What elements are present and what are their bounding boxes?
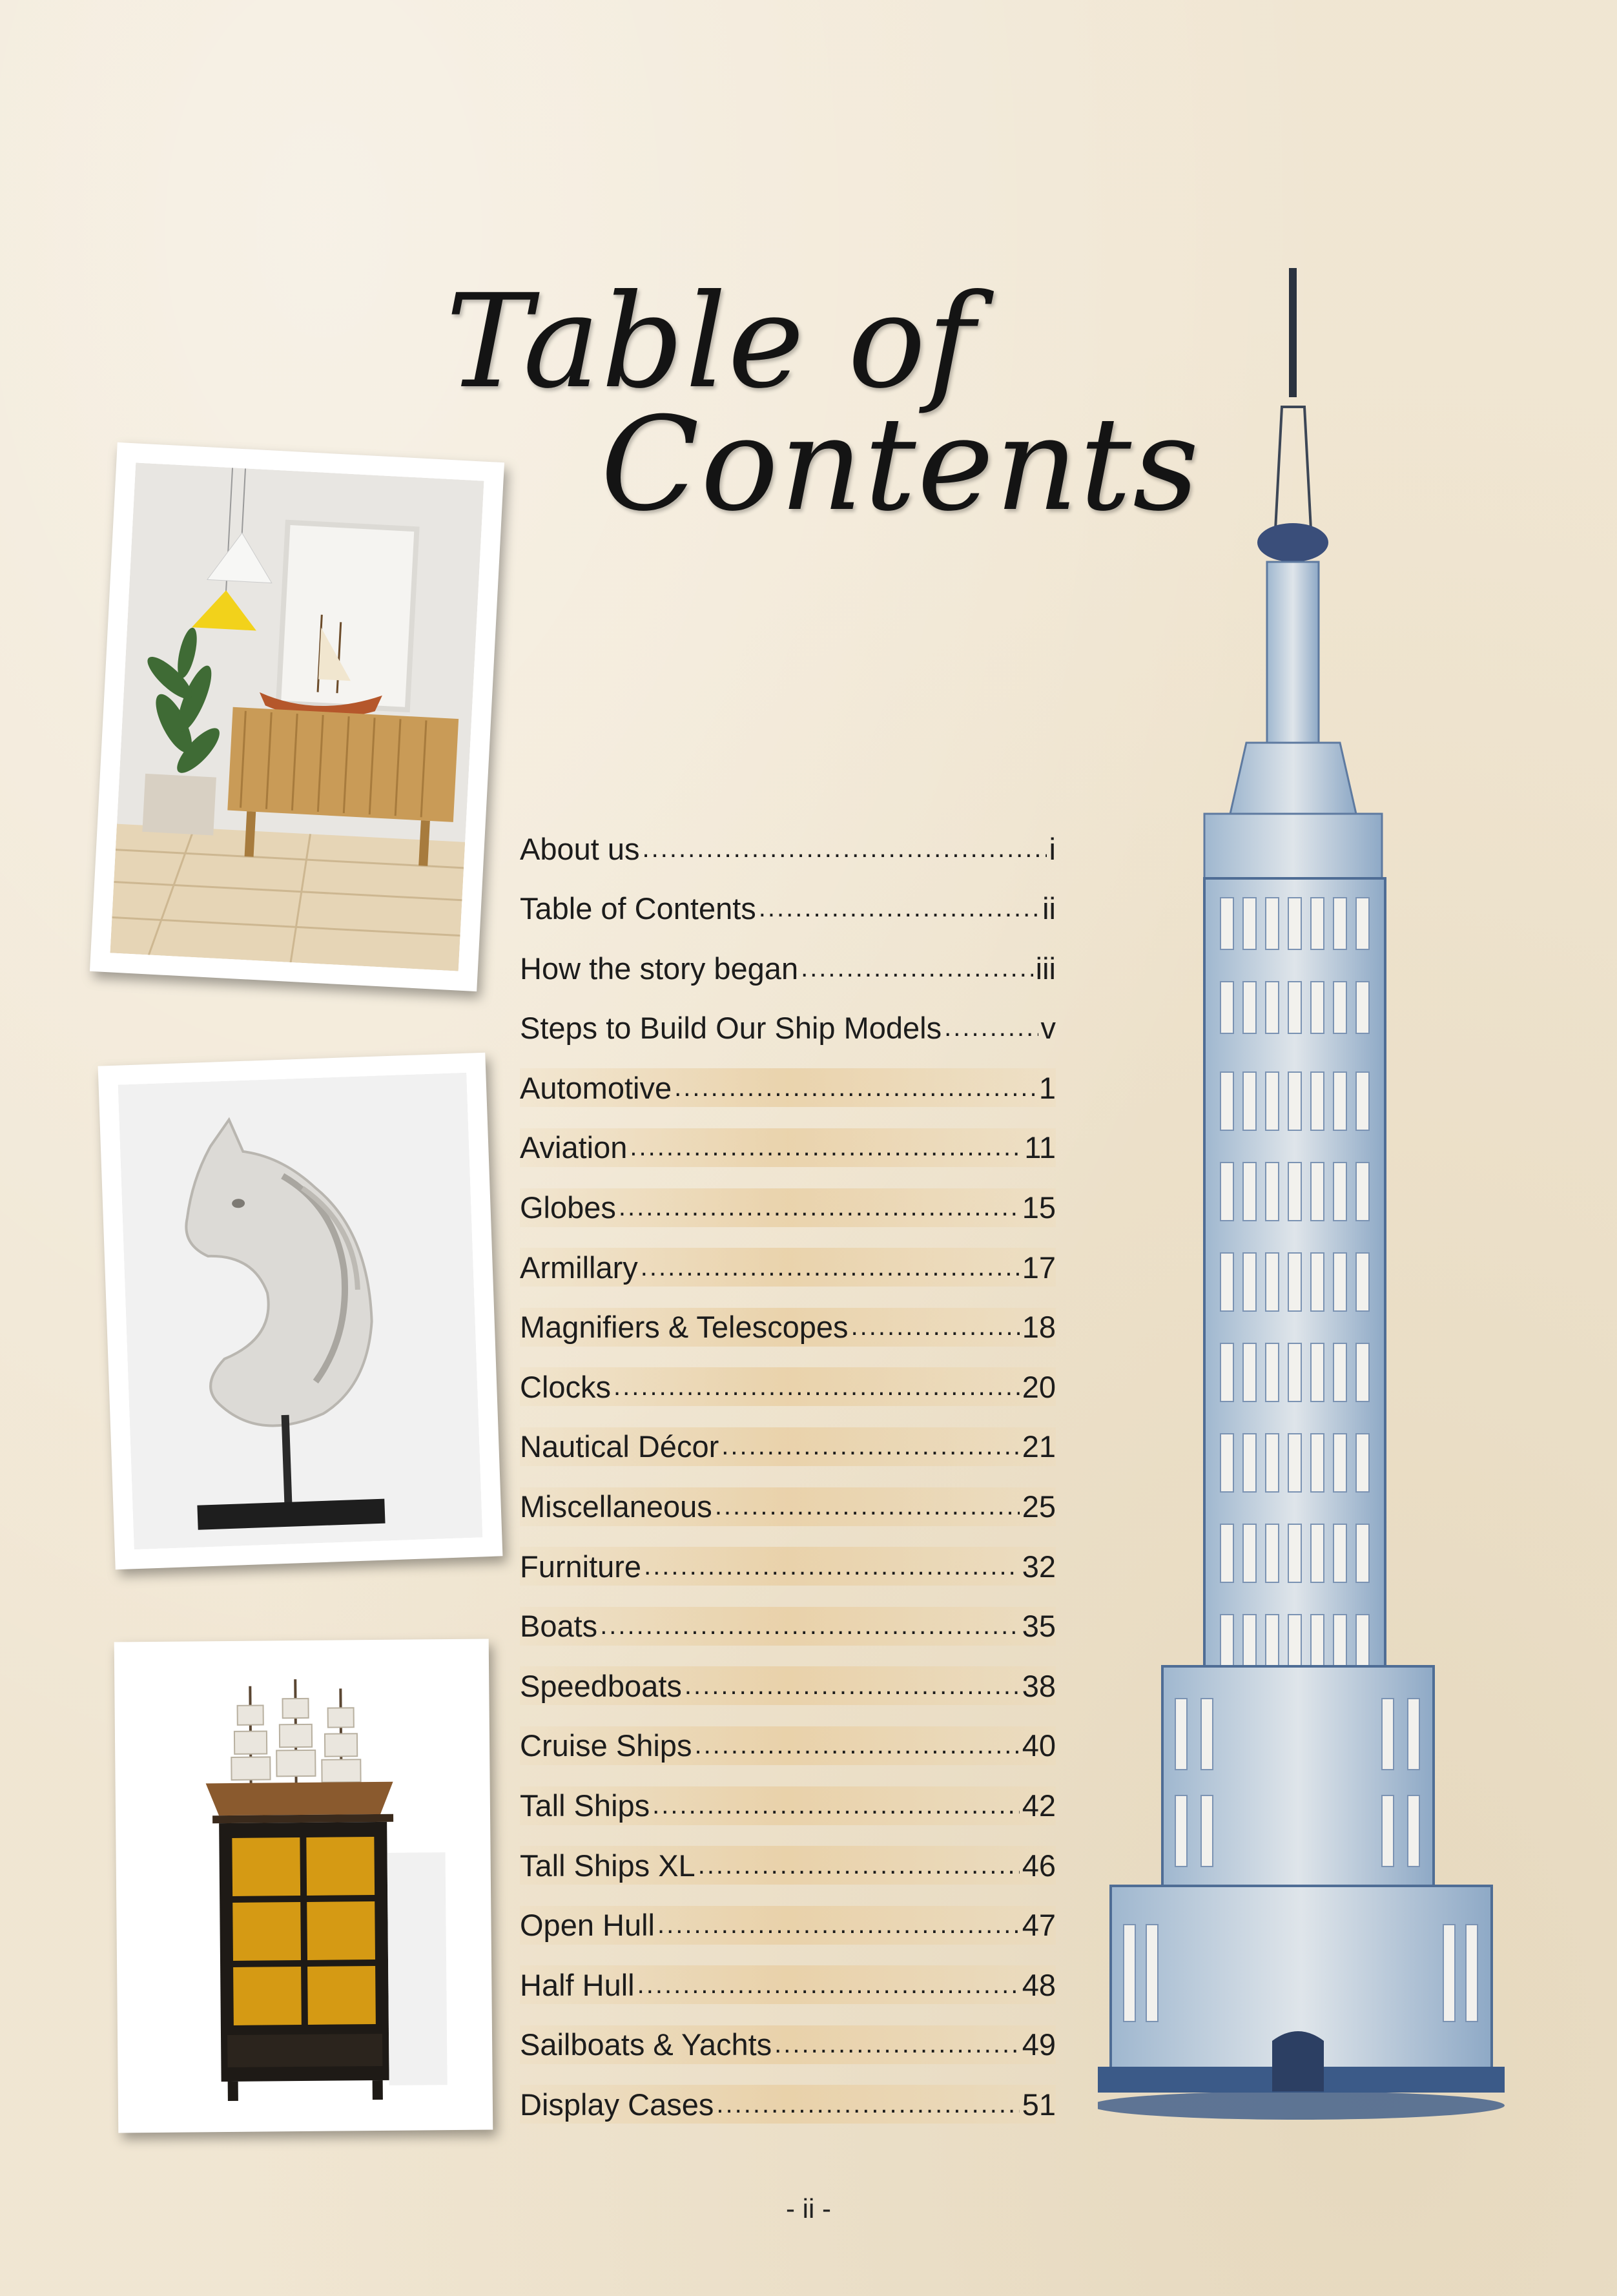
toc-entry[interactable] xyxy=(513,1897,1056,1957)
toc-entry-label: Globes xyxy=(520,1190,616,1225)
page-number: - ii - xyxy=(786,2193,831,2224)
table-of-contents xyxy=(513,820,1056,2136)
toc-entry-label: Aviation xyxy=(520,1130,628,1165)
toc-entry-label: How the story began xyxy=(520,951,799,986)
toc-entry[interactable] xyxy=(513,1777,1056,1837)
toc-entry[interactable] xyxy=(513,1598,1056,1658)
toc-entry-label: Tall Ships XL xyxy=(520,1848,695,1883)
toc-entry-page: 49 xyxy=(1022,2027,1056,2062)
toc-entry-label: Speedboats xyxy=(520,1668,682,1703)
page-title-line-2: Contents xyxy=(601,389,1200,540)
toc-leader-dots xyxy=(685,1671,1020,1701)
toc-leader-dots xyxy=(641,1253,1020,1282)
toc-leader-dots xyxy=(774,2030,1020,2059)
toc-entry[interactable] xyxy=(513,1478,1056,1538)
toc-entry-page: v xyxy=(1040,1011,1056,1046)
toc-entry[interactable] xyxy=(513,940,1056,1000)
toc-entry-page: ii xyxy=(1042,891,1056,926)
toc-leader-dots xyxy=(644,1552,1020,1581)
toc-leader-dots xyxy=(630,1133,1022,1162)
toc-entry-page: 17 xyxy=(1022,1250,1056,1285)
toc-leader-dots xyxy=(600,1611,1020,1640)
toc-entry-label: Table of Contents xyxy=(520,891,756,926)
photo-interior-ship-model xyxy=(90,442,504,991)
toc-entry-label: Magnifiers & Telescopes xyxy=(520,1310,849,1345)
toc-leader-dots xyxy=(721,1432,1019,1461)
toc-entry-page: 38 xyxy=(1022,1668,1056,1703)
toc-entry-label: Clocks xyxy=(520,1369,612,1404)
toc-entry-label: Boats xyxy=(520,1609,598,1644)
toc-entry-label: Display Cases xyxy=(520,2087,714,2122)
toc-leader-dots xyxy=(715,1492,1020,1521)
toc-entry-page: iii xyxy=(1035,951,1056,986)
toc-entry[interactable] xyxy=(513,880,1056,940)
toc-entry[interactable] xyxy=(513,1179,1056,1239)
horse-sculpture-image xyxy=(118,1073,483,1549)
toc-leader-dots xyxy=(801,954,1033,983)
toc-leader-dots xyxy=(674,1073,1036,1102)
toc-entry-page: i xyxy=(1049,831,1056,866)
toc-leader-dots xyxy=(619,1193,1020,1222)
toc-leader-dots xyxy=(698,1851,1020,1880)
ship-cabinet-image xyxy=(134,1659,473,2114)
toc-leader-dots xyxy=(716,2090,1019,2119)
toc-entry-page: 35 xyxy=(1022,1609,1056,1644)
toc-entry-page: 11 xyxy=(1024,1130,1056,1165)
toc-leader-dots xyxy=(759,894,1040,923)
toc-entry[interactable] xyxy=(513,1538,1056,1598)
toc-entry[interactable] xyxy=(513,1418,1056,1478)
toc-entry[interactable] xyxy=(513,1119,1056,1179)
toc-leader-dots xyxy=(694,1731,1019,1760)
toc-leader-dots xyxy=(637,1970,1020,2000)
toc-entry-label: Miscellaneous xyxy=(520,1489,712,1524)
toc-leader-dots xyxy=(652,1791,1020,1820)
toc-leader-dots xyxy=(657,1910,1020,1939)
toc-entry-label: About us xyxy=(520,831,640,866)
toc-leader-dots xyxy=(613,1372,1020,1401)
toc-entry-page: 42 xyxy=(1022,1788,1056,1823)
toc-entry[interactable] xyxy=(513,1000,1056,1060)
toc-entry[interactable] xyxy=(513,1837,1056,1897)
toc-entry-label: Nautical Décor xyxy=(520,1429,719,1464)
toc-entry-page: 18 xyxy=(1022,1310,1056,1345)
toc-entry-label: Half Hull xyxy=(520,1967,635,2002)
toc-entry-page: 32 xyxy=(1022,1549,1056,1584)
toc-leader-dots xyxy=(944,1013,1038,1042)
toc-entry-page: 21 xyxy=(1022,1429,1056,1464)
page-title-line-1: Table of xyxy=(446,267,976,417)
toc-entry-label: Cruise Ships xyxy=(520,1728,692,1763)
toc-entry-label: Tall Ships xyxy=(520,1788,650,1823)
toc-entry-page: 15 xyxy=(1022,1190,1056,1225)
toc-entry[interactable] xyxy=(513,1717,1056,1777)
toc-entry[interactable] xyxy=(513,820,1056,880)
toc-entry[interactable] xyxy=(513,1956,1056,2016)
toc-entry[interactable] xyxy=(513,2076,1056,2136)
toc-entry[interactable] xyxy=(513,1299,1056,1359)
toc-entry-page: 25 xyxy=(1022,1489,1056,1524)
toc-entry-page: 46 xyxy=(1022,1848,1056,1883)
photo-horse-sculpture xyxy=(98,1053,503,1569)
toc-entry[interactable] xyxy=(513,1657,1056,1717)
toc-entry-label: Sailboats & Yachts xyxy=(520,2027,772,2062)
toc-entry[interactable] xyxy=(513,2016,1056,2076)
toc-entry-page: 20 xyxy=(1022,1369,1056,1404)
toc-leader-dots xyxy=(851,1312,1020,1341)
tower-illustration xyxy=(1098,258,1518,2157)
toc-entry-label: Automotive xyxy=(520,1070,672,1105)
interior-ship-model-image xyxy=(110,462,484,971)
toc-leader-dots xyxy=(643,834,1047,864)
toc-entry-label: Armillary xyxy=(520,1250,638,1285)
tower-image xyxy=(1098,258,1518,2157)
toc-entry[interactable] xyxy=(513,1358,1056,1418)
toc-entry-page: 1 xyxy=(1038,1070,1056,1105)
toc-entry-label: Open Hull xyxy=(520,1908,655,1943)
toc-entry-page: 51 xyxy=(1022,2087,1056,2122)
toc-entry-label: Furniture xyxy=(520,1549,642,1584)
toc-entry[interactable] xyxy=(513,1239,1056,1299)
toc-entry-page: 48 xyxy=(1022,1967,1056,2002)
toc-entry-page: 47 xyxy=(1022,1908,1056,1943)
toc-entry-label: Steps to Build Our Ship Models xyxy=(520,1011,942,1046)
photo-ship-on-cabinet xyxy=(114,1639,493,2133)
toc-entry[interactable] xyxy=(513,1059,1056,1119)
toc-entry-page: 40 xyxy=(1022,1728,1056,1763)
